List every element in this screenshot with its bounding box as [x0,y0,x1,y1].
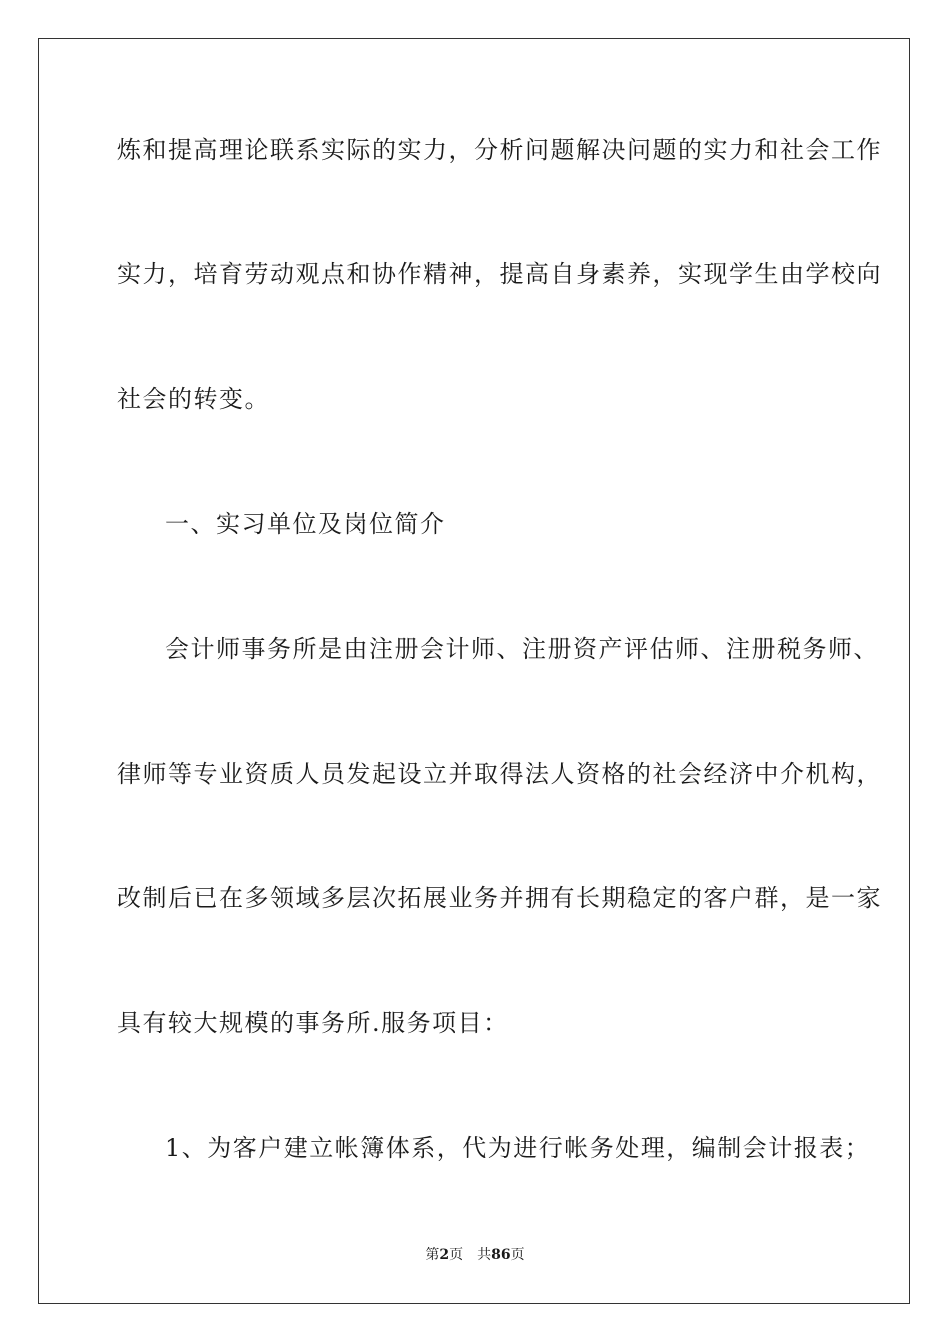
footer-total-suffix: 页 [510,1247,525,1263]
body-line-3: 社会的转变。 [117,385,270,413]
body-line-2: 实力，培育劳动观点和协作精神，提高自身素养，实现学生由学校向 [117,260,882,288]
body-line-1: 炼和提高理论联系实际的实力，分析问题解决问题的实力和社会工作 [117,136,882,164]
footer-page-prefix: 第 [425,1247,440,1263]
footer-page-suffix: 页 [449,1247,464,1263]
footer-total-pages: 86 [491,1247,511,1263]
footer-page-number: 2 [439,1247,450,1263]
body-line-7: 改制后已在多领域多层次拓展业务并拥有长期稳定的客户群，是一家 [117,884,882,912]
body-line-5: 会计师事务所是由注册会计师、注册资产评估师、注册税务师、 [165,635,879,663]
body-line-8: 具有较大规模的事务所.服务项目： [117,1009,509,1037]
page-footer [0,1246,950,1264]
footer-total-prefix: 共 [477,1247,492,1263]
list-item-1: 1、为客户建立帐簿体系，代为进行帐务处理，编制会计报表； [165,1134,871,1162]
page-border [38,38,910,1304]
section-heading: 一、实习单位及岗位简介 [165,510,446,538]
body-line-6: 律师等专业资质人员发起设立并取得法人资格的社会经济中介机构， [117,760,882,788]
